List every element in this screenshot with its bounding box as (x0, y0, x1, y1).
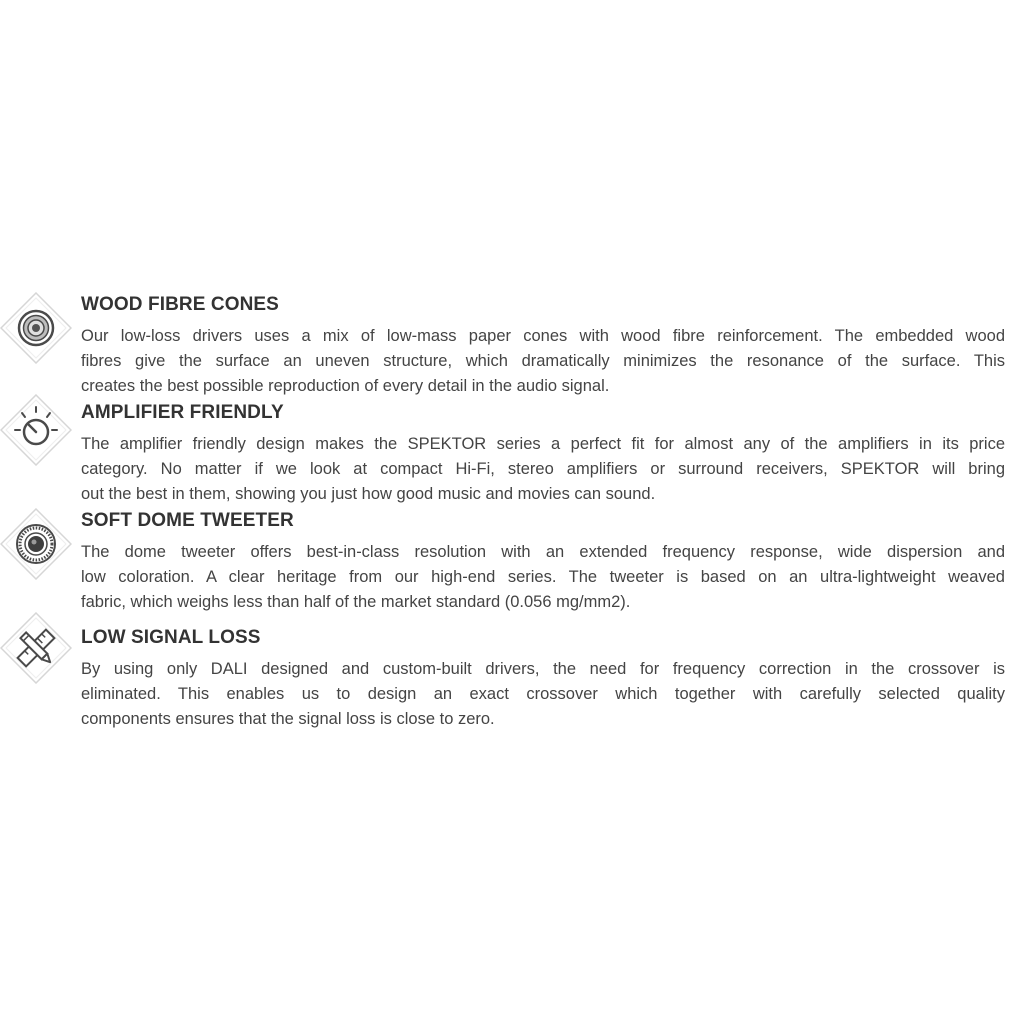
description-line: The amplifier friendly design makes the SPEKTOR series a perfect fit for almost any of the amplifiers in its price (81, 435, 1005, 453)
ruler-pencil-icon (0, 612, 72, 684)
description-line: creates the best possible reproduction of every detail in the audio signal. (81, 376, 610, 395)
feature-title: LOW SIGNAL LOSS (81, 627, 261, 648)
feature-title: AMPLIFIER FRIENDLY (81, 402, 284, 423)
feature-description (81, 324, 1005, 398)
feature-title: SOFT DOME TWEETER (81, 510, 294, 531)
feature-description (81, 540, 1005, 614)
description-line: components ensures that the signal loss is close to zero. (81, 709, 495, 728)
description-line: eliminated. This enables us to design an exact crossover which together with carefully selected quality (81, 684, 1005, 703)
amplifier-knob-icon (0, 394, 72, 466)
description-line: fabric, which weighs less than half of the market standard (0.056 mg/mm2). (81, 592, 631, 611)
description-line: category. No matter if we look at compact Hi-Fi, stereo amplifiers or surround receivers, SPEKTOR will bring (81, 459, 1005, 478)
feature-description (81, 657, 1005, 731)
speaker-driver-icon (0, 292, 72, 364)
description-line: low coloration. A clear heritage from our high-end series. The tweeter is based on an ultra-lightweight weaved (81, 567, 1005, 586)
feature-title: WOOD FIBRE CONES (81, 294, 279, 315)
description-line: The dome tweeter offers best-in-class resolution with an extended frequency response, wide dispersion and (81, 543, 1005, 561)
description-line: By using only DALI designed and custom-built drivers, the need for frequency correction in the crossover is (81, 660, 1005, 678)
description-line: out the best in them, showing you just how good music and movies can sound. (81, 484, 656, 503)
description-line: Our low-loss drivers uses a mix of low-mass paper cones with wood fibre reinforcement. The embedded wood (81, 327, 1005, 345)
dome-tweeter-icon (0, 508, 72, 580)
feature-description (81, 432, 1005, 506)
description-line: fibres give the surface an uneven structure, which dramatically minimizes the resonance of the surface. This (81, 351, 1005, 370)
